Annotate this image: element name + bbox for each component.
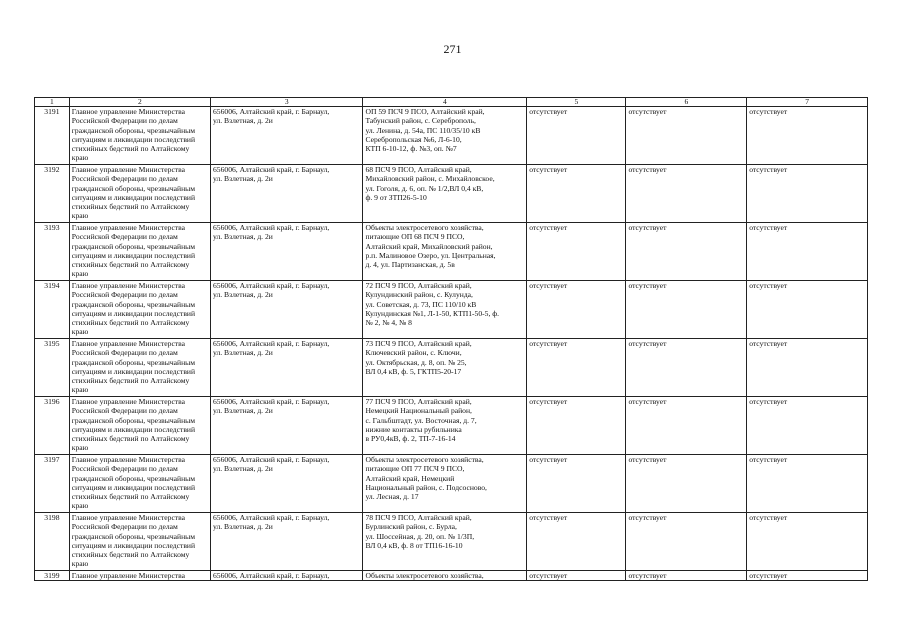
- header-cell: 4: [363, 98, 527, 107]
- table-row: [35, 513, 868, 571]
- row-number-cell-text: 3195: [44, 339, 60, 348]
- owner-cell-text: Главное управление Министерства Российской Федерации по делам гражданской обороны, чрезвычайным ситуациям и ликвидации последствий стихийных бедствий по Алтайскому краю: [71, 165, 196, 221]
- owner-cell-text: Главное управление Министерства Российской Федерации по делам гражданской обороны, чрезвычайным ситуациям и ликвидации последствий стихийных бедствий по Алтайскому краю: [71, 281, 196, 337]
- table-row: [35, 281, 868, 339]
- header-cell: 6: [626, 98, 747, 107]
- column7-cell: [747, 513, 868, 571]
- column5-cell: [527, 223, 626, 281]
- row-number-cell: [35, 397, 70, 455]
- object-cell: [363, 571, 527, 581]
- object-cell-text: 72 ПСЧ 9 ПСО, Алтайский край, Кулундинский район, с. Кулунда, ул. Советская, д. 73, ПС 110/10 кВ Кулундинская №1, Л-1-50, КТП1-50-5, ф. № 2, № 4, № 8: [365, 281, 500, 328]
- column6-cell: [626, 455, 747, 513]
- column7-cell-text: отсутствует: [749, 571, 788, 580]
- object-cell-text: Объекты электросетевого хозяйства, питающие ОП 77 ПСЧ 9 ПСО, Алтайский край, Немецкий Национальный район, с. Подсосново, ул. Лесная, д. 17: [365, 455, 487, 502]
- column5-cell-text: отсутствует: [529, 571, 568, 580]
- address-cell-text: 656006, Алтайский край, г. Барнаул, ул. Взлетная, д. 2и: [213, 513, 330, 532]
- address-cell: [211, 571, 363, 581]
- column7-cell-text: отсутствует: [749, 281, 788, 290]
- row-number-cell: [35, 281, 70, 339]
- owner-cell: [69, 397, 210, 455]
- column6-cell: [626, 223, 747, 281]
- row-number-cell-text: 3196: [44, 397, 60, 406]
- address-cell-text: 656006, Алтайский край, г. Барнаул, ул. Взлетная, д. 2и: [213, 455, 330, 474]
- row-number-cell: [35, 223, 70, 281]
- owner-cell-text: Главное управление Министерства Российской Федерации по делам гражданской обороны, чрезвычайным ситуациям и ликвидации последствий стихийных бедствий по Алтайскому краю: [71, 339, 196, 395]
- address-cell: [211, 513, 363, 571]
- address-cell-text: 656006, Алтайский край, г. Барнаул, ул. Взлетная, д. 2и: [213, 107, 330, 126]
- row-number-cell-text: 3199: [44, 571, 60, 580]
- object-cell-text: ОП 59 ПСЧ 9 ПСО, Алтайский край, Табунский район, с. Сереброполь, ул. Ленина, д. 54а, ПС 110/35/10 кВ Серебропольская №6, Л-6-10, КТП 6-10-12, ф. №3, оп. №7: [365, 107, 485, 154]
- row-number-cell-text: 3197: [44, 455, 60, 464]
- column5-cell: [527, 513, 626, 571]
- owner-cell: [69, 107, 210, 165]
- header-cell: 1: [35, 98, 70, 107]
- column6-cell-text: отсутствует: [628, 571, 667, 580]
- column5-cell-text: отсутствует: [529, 165, 568, 174]
- column6-cell: [626, 107, 747, 165]
- address-cell-text: 656006, Алтайский край, г. Барнаул,: [213, 571, 330, 580]
- owner-cell-text: Главное управление Министерства Российской Федерации по делам гражданской обороны, чрезвычайным ситуациям и ликвидации последствий стихийных бедствий по Алтайскому краю: [71, 397, 196, 453]
- header-row: [35, 98, 868, 107]
- column5-cell: [527, 107, 626, 165]
- table-row: [35, 339, 868, 397]
- column7-cell: [747, 281, 868, 339]
- object-cell-text: 77 ПСЧ 9 ПСО, Алтайский край, Немецкий Национальный район, с. Гальбштадт, ул. Восточная, д. 7, нижние контакты рубильника в РУ0,4кВ, ф. 2, ТП-7-16-14: [365, 397, 477, 444]
- table-row: [35, 455, 868, 513]
- column5-cell-text: отсутствует: [529, 107, 568, 116]
- column7-cell-text: отсутствует: [749, 455, 788, 464]
- row-number-cell: [35, 339, 70, 397]
- table-body: [35, 107, 868, 581]
- row-number-cell: [35, 513, 70, 571]
- object-cell: [363, 455, 527, 513]
- column6-cell-text: отсутствует: [628, 165, 667, 174]
- owner-cell: [69, 339, 210, 397]
- column7-cell: [747, 223, 868, 281]
- row-number-cell: [35, 455, 70, 513]
- column6-cell-text: отсутствует: [628, 397, 667, 406]
- object-cell: [363, 281, 527, 339]
- column6-cell: [626, 281, 747, 339]
- owner-cell: [69, 165, 210, 223]
- owner-cell: [69, 455, 210, 513]
- owner-cell-text: Главное управление Министерства Российской Федерации по делам гражданской обороны, чрезвычайным ситуациям и ликвидации последствий стихийных бедствий по Алтайскому краю: [71, 107, 196, 163]
- column5-cell: [527, 455, 626, 513]
- object-cell-text: Объекты электросетевого хозяйства, питающие ОП 68 ПСЧ 9 ПСО, Алтайский край, Михайловский район, р.п. Малиновое Озеро, ул. Центральная, д. 4, ул. Партизанская, д. 5в: [365, 223, 496, 270]
- column7-cell: [747, 455, 868, 513]
- address-cell: [211, 223, 363, 281]
- column7-cell-text: отсутствует: [749, 397, 788, 406]
- column5-cell: [527, 397, 626, 455]
- row-number-cell: [35, 107, 70, 165]
- owner-cell: [69, 223, 210, 281]
- address-cell-text: 656006, Алтайский край, г. Барнаул, ул. Взлетная, д. 2и: [213, 339, 330, 358]
- header-cell: 5: [527, 98, 626, 107]
- column7-cell: [747, 571, 868, 581]
- owner-cell: [69, 513, 210, 571]
- column7-cell: [747, 339, 868, 397]
- registry-table: [34, 97, 868, 581]
- row-number-cell-text: 3193: [44, 223, 60, 232]
- column7-cell-text: отсутствует: [749, 223, 788, 232]
- object-cell: [363, 339, 527, 397]
- address-cell: [211, 455, 363, 513]
- row-number-cell: [35, 571, 70, 581]
- object-cell-text: 73 ПСЧ 9 ПСО, Алтайский край, Ключевский район, с. Ключи, ул. Октябрьская, д. 8, оп. № 25, ВЛ 0,4 кВ, ф. 5, ГКТП5-20-17: [365, 339, 472, 376]
- owner-cell-text: Главное управление Министерства Российской Федерации по делам гражданской обороны, чрезвычайным ситуациям и ликвидации последствий стихийных бедствий по Алтайскому краю: [71, 455, 196, 511]
- object-cell: [363, 397, 527, 455]
- column6-cell: [626, 165, 747, 223]
- address-cell: [211, 339, 363, 397]
- owner-cell-text: Главное управление Министерства Российской Федерации по делам гражданской обороны, чрезвычайным ситуациям и ликвидации последствий стихийных бедствий по Алтайскому краю: [71, 223, 196, 279]
- address-cell: [211, 107, 363, 165]
- table-row: [35, 107, 868, 165]
- owner-cell: [69, 571, 210, 581]
- row-number-cell-text: 3192: [44, 165, 60, 174]
- column6-cell-text: отсутствует: [628, 223, 667, 232]
- object-cell: [363, 513, 527, 571]
- column5-cell: [527, 339, 626, 397]
- address-cell-text: 656006, Алтайский край, г. Барнаул, ул. Взлетная, д. 2и: [213, 223, 330, 242]
- object-cell-text: Объекты электросетевого хозяйства,: [365, 571, 484, 580]
- header-cell: 2: [69, 98, 210, 107]
- column5-cell-text: отсутствует: [529, 397, 568, 406]
- table-row: [35, 571, 868, 581]
- column6-cell: [626, 339, 747, 397]
- owner-cell-text: Главное управление Министерства Российской Федерации по делам гражданской обороны, чрезвычайным ситуациям и ликвидации последствий стихийных бедствий по Алтайскому краю: [71, 513, 196, 569]
- object-cell: [363, 223, 527, 281]
- column6-cell-text: отсутствует: [628, 281, 667, 290]
- column6-cell-text: отсутствует: [628, 339, 667, 348]
- column5-cell-text: отсутствует: [529, 455, 568, 464]
- row-number-cell: [35, 165, 70, 223]
- address-cell: [211, 397, 363, 455]
- header-cell: 7: [747, 98, 868, 107]
- column7-cell-text: отсутствует: [749, 339, 788, 348]
- object-cell: [363, 165, 527, 223]
- table-row: [35, 397, 868, 455]
- column5-cell-text: отсутствует: [529, 223, 568, 232]
- page-number: 271: [443, 42, 462, 56]
- address-cell: [211, 165, 363, 223]
- owner-cell: [69, 281, 210, 339]
- row-number-cell-text: 3194: [44, 281, 60, 290]
- column5-cell: [527, 571, 626, 581]
- column7-cell: [747, 397, 868, 455]
- column6-cell-text: отсутствует: [628, 513, 667, 522]
- column7-cell: [747, 165, 868, 223]
- row-number-cell-text: 3198: [44, 513, 60, 522]
- column7-cell-text: отсутствует: [749, 107, 788, 116]
- object-cell-text: 68 ПСЧ 9 ПСО, Алтайский край, Михайловский район, с. Михайловское, ул. Гоголя, д. 6, оп. № 1/2,ВЛ 0,4 кВ, ф. 9 от ЗТП26-5-10: [365, 165, 495, 202]
- column7-cell-text: отсутствует: [749, 513, 788, 522]
- object-cell-text: 78 ПСЧ 9 ПСО, Алтайский край, Бурлинский район, с. Бурла, ул. Шоссейная, д. 20, оп. № 1/3П, ВЛ 0,4 кВ, ф. 8 от ТП16-16-10: [365, 513, 475, 550]
- owner-cell-text: Главное управление Министерства: [71, 571, 185, 580]
- address-cell-text: 656006, Алтайский край, г. Барнаул, ул. Взлетная, д. 2и: [213, 165, 330, 184]
- column6-cell: [626, 397, 747, 455]
- column5-cell-text: отсутствует: [529, 513, 568, 522]
- column5-cell: [527, 281, 626, 339]
- address-cell-text: 656006, Алтайский край, г. Барнаул, ул. Взлетная, д. 2и: [213, 397, 330, 416]
- table-row: [35, 165, 868, 223]
- table-row: [35, 223, 868, 281]
- address-cell-text: 656006, Алтайский край, г. Барнаул, ул. Взлетная, д. 2и: [213, 281, 330, 300]
- column6-cell: [626, 571, 747, 581]
- column7-cell: [747, 107, 868, 165]
- object-cell: [363, 107, 527, 165]
- column6-cell-text: отсутствует: [628, 107, 667, 116]
- address-cell: [211, 281, 363, 339]
- column5-cell-text: отсутствует: [529, 339, 568, 348]
- column5-cell-text: отсутствует: [529, 281, 568, 290]
- column6-cell: [626, 513, 747, 571]
- header-cell: 3: [211, 98, 363, 107]
- row-number-cell-text: 3191: [44, 107, 60, 116]
- column5-cell: [527, 165, 626, 223]
- column7-cell-text: отсутствует: [749, 165, 788, 174]
- column6-cell-text: отсутствует: [628, 455, 667, 464]
